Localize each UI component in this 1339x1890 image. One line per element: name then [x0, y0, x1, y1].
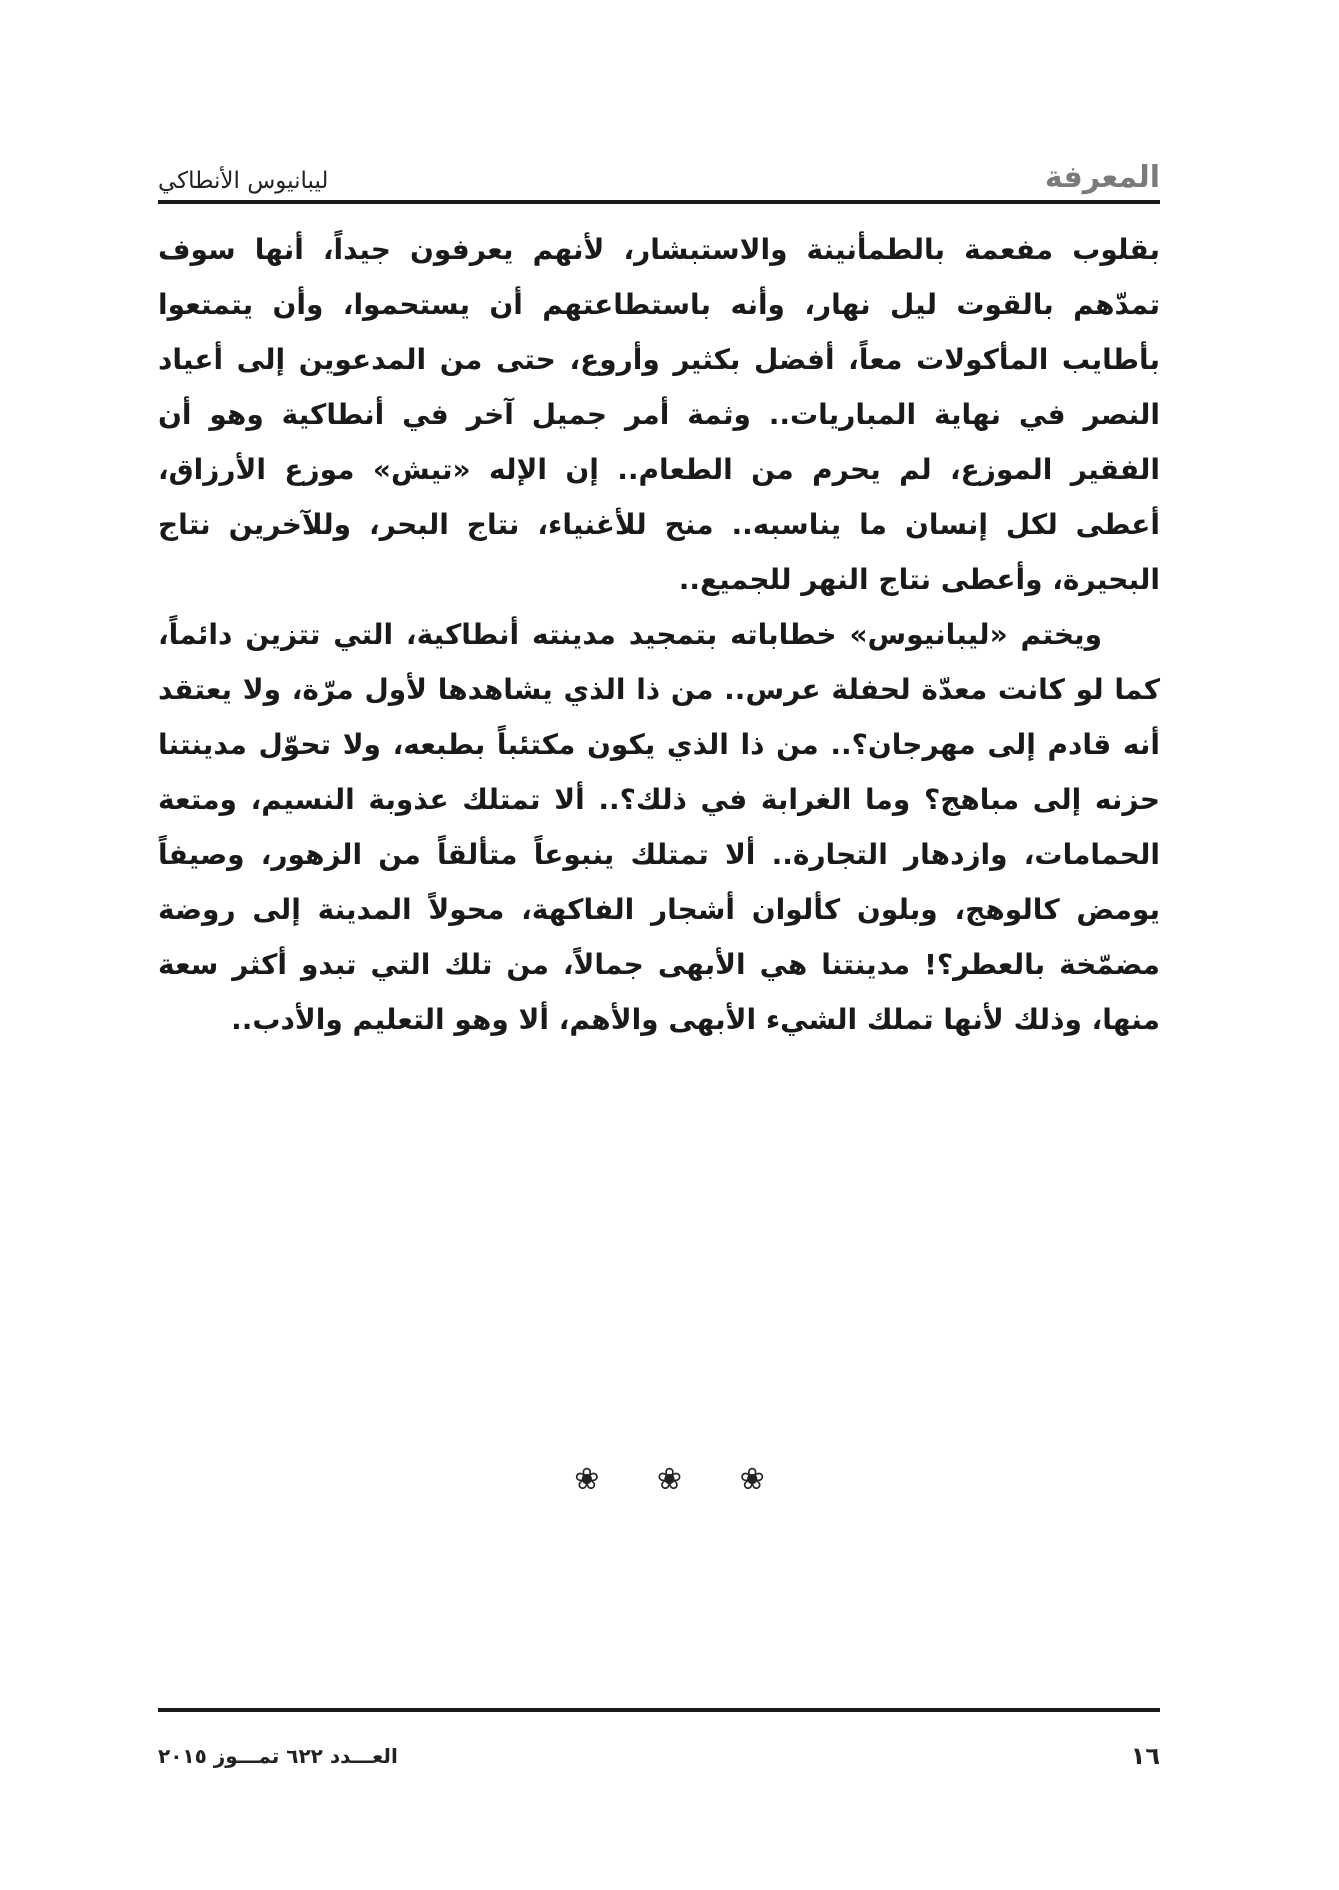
running-title: ليبانيوس الأنطاكي	[158, 168, 329, 194]
flower-ornament-icon: ❀	[739, 1462, 765, 1497]
page-header	[158, 145, 1160, 193]
flower-ornament-icon: ❀	[656, 1462, 683, 1497]
footer-rule	[158, 1708, 1160, 1712]
magazine-logo: المعرفة	[1044, 160, 1160, 195]
issue-label: العـــدد ٦٢٢ تمـــوز ٢٠١٥	[158, 1744, 398, 1768]
paragraph: بقلوب مفعمة بالطمأنينة والاستبشار، لأنهم يعرفون جيداً، أنها سوف تمدّهم بالقوت ليل نهار، وأنه باستطاعتهم أن يستحموا، وأن يتمتعوا بأطايب المأكولات معاً، أفضل بكثير وأروع، حتى من المدعوين إلى أعياد النصر في نهاية المباريات.. وثمة أمر جميل آخر في أنطاكية وهو أن الفقير الموزع، لم يحرم من الطعام.. إن الإله «تيش» موزع الأرزاق، أعطى لكل إنسان ما يناسبه.. منح للأغنياء، نتاج البحر، وللآخرين نتاج البحيرة، وأعطى نتاج النهر للجميع..	[158, 233, 1160, 596]
paragraph: ويختم «ليبانيوس» خطاباته بتمجيد مدينته أنطاكية، التي تتزين دائماً، كما لو كانت معدّة لحفلة عرس.. من ذا الذي يشاهدها لأول مرّة، ولا يعتقد أنه قادم إلى مهرجان؟.. من ذا الذي يكون مكتئباً بطبعه، ولا تحوّل مدينتنا حزنه إلى مباهج؟ وما الغرابة في ذلك؟.. ألا تمتلك عذوبة النسيم، ومتعة الحمامات، وازدهار التجارة.. ألا تمتلك ينبوعاً متألقاً من الزهور، وصيفاً يومض كالوهج، وبلون كألوان أشجار الفاكهة، محولاً المدينة إلى روضة مضمّخة بالعطر؟! مدينتنا هي الأبهى جمالاً، من تلك التي تبدو أكثر سعة منها، وذلك لأنها تملك الشيء الأبهى والأهم، ألا وهو التعليم والأدب..	[158, 618, 1160, 1036]
page-footer	[158, 1742, 1160, 1770]
article-body	[158, 222, 1160, 1047]
page-number: ١٦	[1130, 1742, 1160, 1770]
flower-ornament-icon: ❀	[574, 1462, 600, 1497]
section-separator	[0, 1462, 1339, 1497]
header-rule	[158, 200, 1160, 204]
